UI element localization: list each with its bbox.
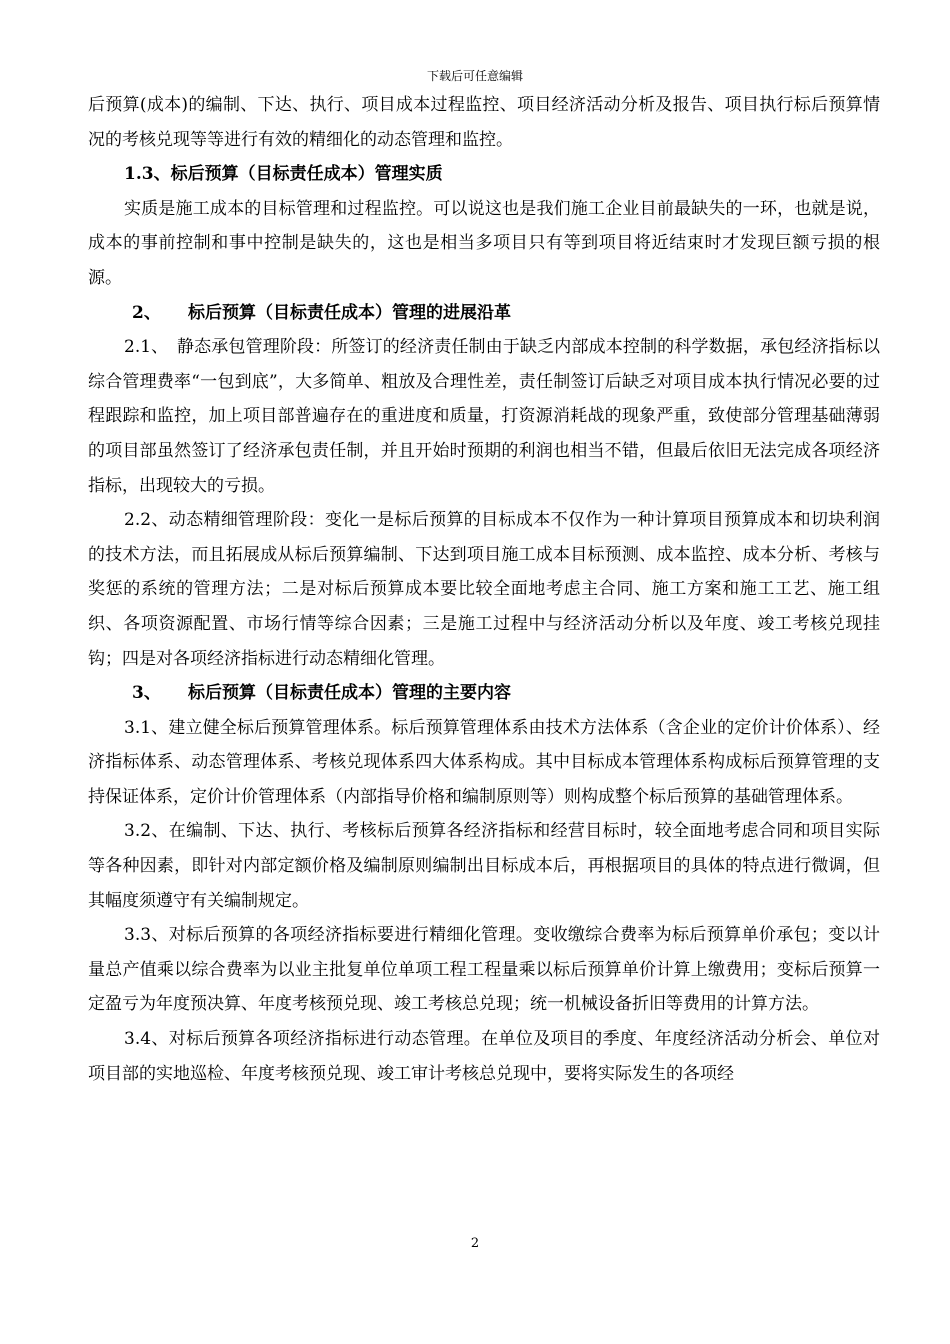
section-3-title: 标后预算（目标责任成本）管理的主要内容 (188, 683, 511, 704)
section-2-number: 2、 (132, 302, 161, 323)
page-header: 下载后可任意编辑 (426, 69, 523, 83)
section-1-3-heading: 1.3、标后预算（目标责任成本）管理实质 (124, 164, 443, 185)
section-2-2-paragraph: 2.2、动态精细管理阶段：变化一是标后预算的目标成本不仅作为一种计算项目预算成本和切块利润的技术方法，而且拓展成从标后预算编制、下达到项目施工成本目标预测、成本监控、成本分析、考核与奖惩的系统的管理方法；二是对标后预算成本要比较全面地考虑主合同、施工方案和施工工艺、施工组织、各项资源配置、市场行情等综合因素；三是施工过程中与经济活动分析以及年度、竣工考核兑现挂钩；四是对各项经济指标进行动态精细化管理。 (88, 510, 880, 669)
section-1-3-paragraph: 实质是施工成本的目标管理和过程监控。可以说这也是我们施工企业目前最缺失的一环，也就是说，成本的事前控制和事中控制是缺失的，这也是相当多项目只有等到项目将近结束时才发现巨额亏损的根源。 (88, 198, 880, 288)
page-number: 2 (470, 1236, 480, 1251)
section-2-1-paragraph: 2.1、 静态承包管理阶段：所签订的经济责任制由于缺乏内部成本控制的科学数据，承包经济指标以综合管理费率“一包到底”，大多简单、粗放及合理性差，责任制签订后缺乏对项目成本执行情况必要的过程跟踪和监控，加上项目部普遍存在的重进度和质量，打资源消耗战的现象严重，致使部分管理基础薄弱的项目部虽然签订了经济承包责任制，并且开始时预期的利润也相当不错，但最后依旧无法完成各项经济指标，出现较大的亏损。 (88, 337, 880, 496)
section-2-heading (88, 296, 880, 331)
section-3-2-paragraph: 3.2、在编制、下达、执行、考核标后预算各经济指标和经营目标时，较全面地考虑合同和项目实际等各种因素，即针对内部定额价格及编制原则编制出目标成本后，再根据项目的具体的特点进行微调，但其幅度须遵守有关编制规定。 (88, 821, 880, 911)
intro-paragraph: 后预算(成本)的编制、下达、执行、项目成本过程监控、项目经济活动分析及报告、项目执行标后预算情况的考核兑现等等进行有效的精细化的动态管理和监控。 (88, 95, 880, 150)
section-3-4-paragraph: 3.4、对标后预算各项经济指标进行动态管理。在单位及项目的季度、年度经济活动分析会、单位对项目部的实地巡检、年度考核预兑现、竣工审计考核总兑现中，要将实际发生的各项经 (88, 1029, 880, 1084)
section-3-1-paragraph: 3.1、建立健全标后预算管理体系。标后预算管理体系由技术方法体系（含企业的定价计价体系）、经济指标体系、动态管理体系、考核兑现体系四大体系构成。其中目标成本管理体系构成标后预算管理的支持保证体系，定价计价管理体系（内部指导价格和编制原则等）则构成整个标后预算的基础管理体系。 (88, 717, 880, 807)
document-body (88, 88, 880, 1091)
section-3-3-paragraph: 3.3、对标后预算的各项经济指标要进行精细化管理。变收缴综合费率为标后预算单价承包；变以计量总产值乘以综合费率为以业主批复单位单项工程工程量乘以标后预算单价计算上缴费用；变标后预算一定盈亏为年度预决算、年度考核预兑现、竣工考核总兑现；统一机械设备折旧等费用的计算方法。 (88, 925, 880, 1015)
section-2-title: 标后预算（目标责任成本）管理的进展沿革 (188, 302, 511, 323)
section-3-heading (88, 676, 880, 711)
section-3-number: 3、 (132, 683, 161, 704)
